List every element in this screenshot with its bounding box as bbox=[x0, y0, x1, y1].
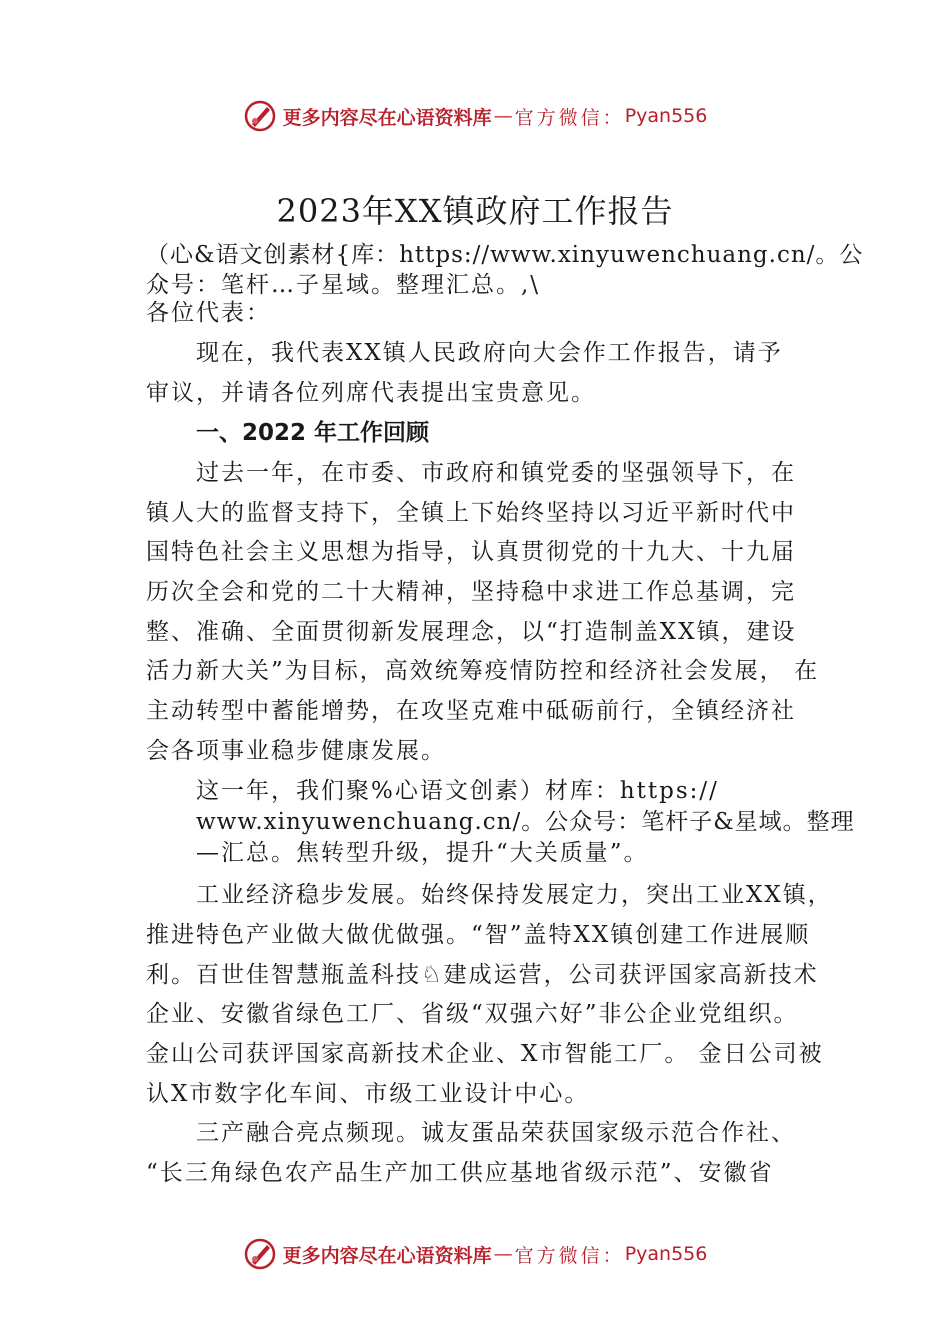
salutation: 各位代表： bbox=[146, 300, 271, 326]
banner-separator: — bbox=[493, 105, 513, 127]
paragraph-line: 国特色社会主义思想为指导，认真贯彻党的十九大、十九届 bbox=[146, 539, 796, 565]
banner-separator: — bbox=[493, 1243, 513, 1265]
paragraph-line: “长三角绿色农产品生产加工供应基地省级示范”、安徽省 bbox=[146, 1160, 774, 1186]
banner-label: 官方微信： bbox=[514, 106, 625, 129]
paragraph-line: （心&语文创素材{库：https://www.xinyuwenchuang.cn/。公 bbox=[146, 242, 864, 268]
banner-text: 更多内容尽在心语资料库 bbox=[282, 106, 492, 129]
paragraph-line: 镇人大的监督支持下，全镇上下始终坚持以习近平新时代中 bbox=[146, 500, 796, 526]
paragraph-line: 这一年，我们聚%心语文创素）材库：https:// bbox=[196, 778, 719, 804]
banner-wechat-id: Pyan556 bbox=[624, 105, 708, 127]
section-heading: 一、2022 年工作回顾 bbox=[196, 420, 430, 446]
paragraph-line: 现在，我代表XX镇人民政府向大会作工作报告，请予 bbox=[196, 340, 783, 366]
paragraph-line: 金山公司获评国家高新技术企业、X市智能工厂。 金日公司被 bbox=[146, 1041, 824, 1067]
document-title: 2023年XX镇政府工作报告 bbox=[276, 192, 674, 230]
paragraph-line: 工业经济稳步发展。始终保持发展定力，突出工业XX镇， bbox=[196, 882, 833, 908]
paragraph-line: 利。百世佳智慧瓶盖科技♘建成运营，公司获评国家高新技术 bbox=[146, 962, 819, 988]
paragraph-line: 过去一年，在市委、市政府和镇党委的坚强领导下，在 bbox=[196, 460, 796, 486]
paragraph-line: 主动转型中蓄能增势，在攻坚克难中砥砺前行，全镇经济社 bbox=[146, 698, 796, 724]
paragraph-line: 活力新大关”为目标，高效统筹疫情防控和经济社会发展， 在 bbox=[146, 658, 820, 684]
paragraph-line: 企业、安徽省绿色工厂、省级“双强六好”非公企业党组织。 bbox=[146, 1001, 799, 1027]
paragraph-line: —汇总。焦转型升级，提升“大关质量”。 bbox=[196, 840, 649, 866]
paragraph-line: 众号：笔杆…子星域。整理汇总。,\ bbox=[146, 272, 541, 298]
paragraph-line: 会各项事业稳步健康发展。 bbox=[146, 738, 446, 764]
footer-watermark-banner bbox=[0, 1234, 950, 1274]
paragraph-line: 认X市数字化车间、市级工业设计中心。 bbox=[146, 1081, 590, 1107]
paragraph-line: 审议，并请各位列席代表提出宝贵意见。 bbox=[146, 380, 596, 406]
brush-logo-icon bbox=[243, 1237, 277, 1271]
header-watermark-banner bbox=[0, 96, 950, 136]
banner-label: 官方微信： bbox=[514, 1244, 625, 1267]
paragraph-line: www.xinyuwenchuang.cn/。公众号：笔杆子&星域。整理 bbox=[196, 809, 855, 835]
paragraph-line: 推进特色产业做大做优做强。“智”盖特XX镇创建工作进展顺 bbox=[146, 922, 811, 948]
brush-logo-icon bbox=[243, 99, 277, 133]
paragraph-line: 历次全会和党的二十大精神，坚持稳中求进工作总基调，完 bbox=[146, 579, 796, 605]
paragraph-line: 三产融合亮点频现。诚友蛋品荣获国家级示范合作社、 bbox=[196, 1120, 796, 1146]
paragraph-line: 整、准确、全面贯彻新发展理念，以“打造制盖XX镇，建设 bbox=[146, 619, 797, 645]
banner-text: 更多内容尽在心语资料库 bbox=[282, 1244, 492, 1267]
banner-wechat-id: Pyan556 bbox=[624, 1243, 708, 1265]
